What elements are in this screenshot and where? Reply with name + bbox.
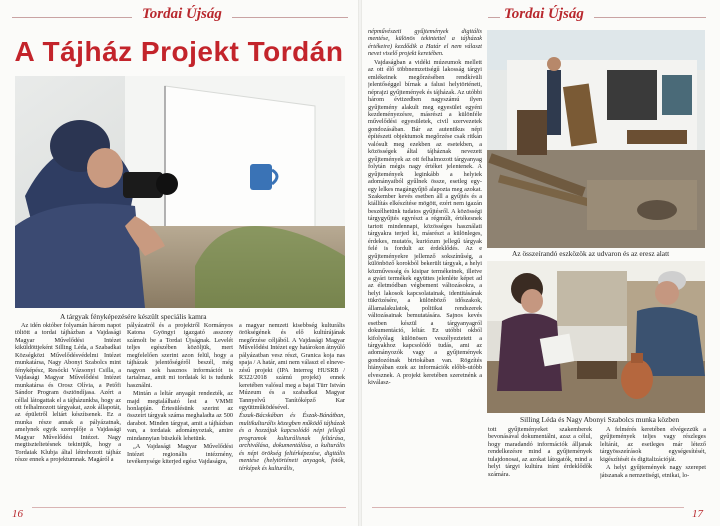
right-column-1 (368, 28, 482, 506)
masthead: Tordai Újság (504, 6, 584, 22)
paragraph: Vajdaságban a vidéki múzeumok mellett az ott élő többnemzetiségű lakosság tárgyi emlékeinek megőrzésében rendkívüli jelentőséggel bírnak a falusi helytörténeti, néprajzi gyűjtemények és tájházak. Az utóbbi három évtizedben nagyszámú ilyen gyűjtemény alakult meg egyesület egyéni kezdeményezésre, másrészt a különféle művelődési egyesületek, civil szervezetek gondozásában. Bár az autentikus népi építészeti objektumok megőrzése csak ritkán valósult meg ezekben az esetekben, a közösségek által tájháznak nevezett gyűjtemények az ott felhalmozott tárgyanyag folytán mégis nagy értéket jelentenek. A gyűjtemények leginkább a helyiek adományaiból gyűlnek össze, esetleg egy-egy lelkes magángyűjtő alapozta meg azokat. Szakember kevés esetben áll a gyűjtés és a kiállítás elkészítése mögött, ezért nem igazán beszélhetünk tudatos gyűjtésről. A közösségi tárgygyűjtés egyrészt a régmúlt, értékesnek tartott mindennapi, közösséges használati tárgyakra terjed ki, másrészt a különleges, érdekes, mutatós, kuriózum jellegű tárgyak felé is fordult az érdeklődés. Az e gyűjteményekre jellemző sokszínűség, a különböző korokból bekerült tárgyak, a helyi közművesség és kisipar termékeinek, illetve a gyári termékek együttes jelenléte képet ad az életmódban végbement változásokra, a helyi lakosok kapcsolatainak, identitásának tükrözésére, a különböző időszakok, államalakulatok, politikai rendszerek változásainak bemutatására. Sajnos kevés esetben készül a tárgyanyagról dokumentáció, leltár. Ez utóbbi okból kifolyólag különösen veszélyeztetett a tárgyakhoz kapcsolódó tudás, ami az adományozók vagy a gyűjtemények gondozóinak birtokában van. Rögzítés hiányában ezek az információk előbb-utóbb elvesznek. A projekt keretében szeretnénk a kiválasz- (368, 58, 482, 387)
paragraph: A helyi gyűjtemények nagy szerepet játszanak a nemzetiségi, etnikai, lo- (600, 464, 706, 479)
left-column-3 (239, 322, 345, 508)
left-page (0, 0, 358, 526)
page-number-left: 16 (12, 508, 23, 520)
courtyard-tools-photo (487, 30, 705, 248)
paragraph: a magyar nemzeti kisebbség kulturális örökségének és elő kultúrájának megőrzése céljából. A Vajdasági Magyar Művelődési Intézet egy határokon átnyúló pályázatban vesz részt, Granica koja nas spaja / A határ, ami nem választ el elnevezésű projekt (IPA Interreg HUSRB / R322/2018 számú projekt) ennek keretében valósul meg a bajai Türr István Múzeum és a szabadkai Magyar Tannyelvű Tanítóképző Kar együttműködésével. (239, 322, 345, 411)
courtyard-image (487, 30, 705, 248)
article-title: A Tájház Projekt Tordán (14, 36, 344, 67)
page-number-right: 17 (692, 508, 703, 520)
footer-rule (372, 507, 684, 508)
paragraph: tott gyűjteményeket szakemberek bevonásával dokumentálni, azaz a célul, hogy maradandó információk álljanak rendelkezésre mind a gyűjtemények tulajdonosai, az azokat látogatók, mind a helyi tárgyi kultúra iránt érdeklődők számára. (488, 426, 592, 478)
paragraph: Az idén október folyamán három napot töltött a tordai tájházban a Vajdasági Magyar Művelődési Intézet kiküldöttjeként Silling Léda, a Szabadkai Községközi Művelődésvédelmi Intézet munkatársa, Nagy Abonyi Szabolcs mint fényképész, Resócki Vázsonyi Csilla, a Vajdasági Magyar Művelődési Intézet munkatársa és Orosz Olívia, a Petőfi Sándor Program ösztöndíjasa. Azért a céllal látogattak el a tájházunkba, hogy az ott felhalmozott tárgyakat, azok állapotát, az épületről leltárt készítsenek. Ez a munka része annak a pályázatnak, amelynek egyik szereplője a Vajdasági Magyar Művelődési Intézet. Nagy megtiszteltetésnek tekintjük, hogy a Tordaiak Klubja által létrehozott tájház része ennek a projektumnak. Magáról a (15, 322, 121, 464)
right-header (362, 6, 720, 24)
paragraph: A felmérés keretében elvégezzük a gyűjtemények teljes vagy részleges leltárát, az esetleges már létező tárgyösszeírások egységesítését, kigészítését és digitalizációját. (600, 426, 706, 463)
paragraph-italic: népművészeti gyűjtemények digitális mentése, különös tekintettel a tájházak értékeire) kezdődik a Határ el nem választ nevet viselő projekt keretében. (368, 28, 482, 58)
right-column-3 (600, 426, 706, 508)
left-column-2 (127, 322, 233, 508)
masthead: Tordai Újság (142, 6, 222, 22)
header-rule-left (488, 17, 500, 18)
right-column-2 (488, 426, 592, 508)
photo-caption: A tárgyak fényképezésére készült speciális kamra (60, 312, 207, 321)
top-photo-caption: Az összeírandó eszközök az udvaron és az eresz alatt (512, 249, 670, 258)
header-rule-right (594, 17, 706, 18)
paragraph: „A Vajdasági Magyar Művelődési Intézet regionális intézmény, tevékenysége kiterjed egész Vajdaságra, (127, 443, 233, 466)
bottom-photo-caption: Silling Léda és Nagy Abonyi Szabolcs munka közben (520, 415, 680, 424)
work-session-photo (487, 261, 705, 413)
photographer-image (15, 76, 345, 308)
workers-image (487, 261, 705, 413)
paragraph-italic: Észak-Bácskában és Észak-Bánátban, multikulturális közegben működő tájházak és a hozzájuk kapcsolódó népi jellegű programok kulturálisnak feltárása, archiválása, dokumentálása, a kulturális és népi örökség feltérképezése, digitális mentése (helytörténeti anyagok, fotók, térképek és kulturális, (239, 412, 345, 472)
camera-chamber-photo (15, 76, 345, 308)
footer-rule (32, 507, 346, 508)
left-column-1 (15, 322, 121, 508)
header-rule-right (232, 17, 348, 18)
left-header (0, 6, 358, 24)
paragraph: Mintán a leltár anyagát rendezték, az majd megtalálható lest a VMMI honlapján. Értesülésünk szerint az összeírt tárgyak száma meghaladta az 500 darabot. Minden tárgyat, amit a tájházban van, a tordaiak adományoztak, amire mindannyian büszkék lehetünk. (127, 390, 233, 442)
paragraph: pályázatról és a projektről Kormányos Katona Gyöngyi igazgató asszony számolt be a Tordai Újságnak. Levelét teljes egészében közöljük, mert megfelelően szerint azon felül, hogy a tájházak jelentőségéről beszél, még nagyon sok hasznos információt is tartalmaz, amit mi tordaiak ki is tudunk használni. (127, 322, 233, 389)
right-page (362, 0, 720, 526)
header-rule-left (12, 17, 132, 18)
